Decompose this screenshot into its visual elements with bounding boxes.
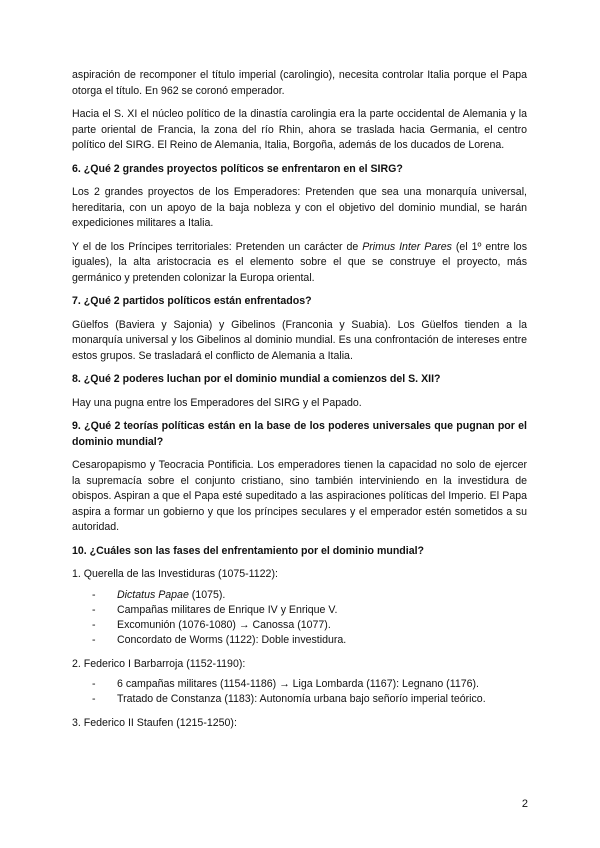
answer-6-emperadores: Los 2 grandes proyectos de los Emperadores: Pretenden que sea una monarquía universal, hereditaria, con un apoyo de la baja nobleza y con el objetivo del dominio mundial, se harán expediciones militares a Italia.: [72, 186, 527, 229]
phase-1-list: [72, 588, 527, 649]
primus-inter-pares: Primus Inter Pares: [362, 240, 452, 253]
phase-2-title: 2. Federico I Barbarroja (1152-1190):: [72, 657, 246, 670]
question-8: 8. ¿Qué 2 poderes luchan por el dominio mundial a comienzos del S. XII?: [72, 373, 441, 385]
answer-6-principes-pre: Y el de los Príncipes territoriales: Pretenden un carácter de: [72, 240, 363, 253]
list-item: [92, 588, 527, 603]
list-item: - Tratado de Constanza (1183): Autonomía urbana bajo señorío imperial teórico.: [92, 692, 527, 707]
question-7: 7. ¿Qué 2 partidos políticos están enfrentados?: [72, 295, 312, 307]
page-number: 2: [521, 798, 528, 810]
question-6: 6. ¿Qué 2 grandes proyectos políticos se enfrentaron en el SIRG?: [72, 162, 403, 175]
list-item: - Campañas militares de Enrique IV y Enrique V.: [92, 603, 527, 618]
paragraph-intro: aspiración de recomponer el título imperial (carolingio), necesita controlar Italia porque el Papa otorga el título. En 962 se coronó emperador.: [72, 69, 527, 97]
list-item: - Concordato de Worms (1122): Doble investidura.: [92, 633, 527, 648]
document-body: [72, 68, 527, 731]
list-item: - Excomunión (1076-1080) → Canossa (1077).: [92, 618, 527, 633]
answer-6-principes: [72, 240, 527, 287]
phase-3-title: 3. Federico II Staufen (1215-1250):: [72, 716, 237, 729]
question-10: 10. ¿Cuáles son las fases del enfrentamiento por el dominio mundial?: [72, 544, 425, 557]
answer-6-principes-post: (el 1º entre los iguales), la alta aristocracia es el elemento sobre el que se construye el proyecto, más germánico y pretenden colonizar la Europa oriental.: [72, 240, 527, 284]
phase-1-title: 1. Querella de las Investiduras (1075-1122):: [72, 568, 278, 580]
answer-9: Cesaropapismo y Teocracia Pontificia. Los emperadores tienen la capacidad no solo de ejercer la supremacía sobre el conjunto cristiano, sino también interviniendo en la investidura de obispos. Aspiran a que el Papa esté supeditado a las aspiraciones políticas del Imperio. El Papa aspira a formar un gobierno y que los príncipes seculares y el emperador estén sometidos a su autoridad.: [72, 459, 527, 533]
phase-2-list: [72, 677, 527, 708]
list-item-text: (1075).: [188, 588, 226, 601]
dictatus-papae: Dictatus Papae: [117, 588, 189, 601]
question-9: 9. ¿Qué 2 teorías políticas están en la base de los poderes universales que pugnan por el dominio mundial?: [72, 420, 527, 448]
answer-8: Hay una pugna entre los Emperadores del SIRG y el Papado.: [72, 396, 362, 409]
list-item: - 6 campañas militares (1154-1186) → Liga Lombarda (1167): Legnano (1176).: [92, 677, 527, 692]
answer-7: Güelfos (Baviera y Sajonia) y Gibelinos (Franconia y Suabia). Los Güelfos tienden a la monarquía universal y los Gibelinos al dominio mundial. Es una confrontación de intereses entre estos grupos. Se trasladará el conflicto de Alemania a Italia.: [72, 318, 527, 362]
paragraph-center-politico: Hacia el S. XI el núcleo político de la dinastía carolingia era la parte occidental de Alemania y la parte oriental de Francia, la zona del río Rhin, ahora se traslada hacia Germania, el centro político del SIRG. El Reino de Alemania, Italia, Borgoña, además de los ducados de Lorena.: [72, 108, 527, 151]
